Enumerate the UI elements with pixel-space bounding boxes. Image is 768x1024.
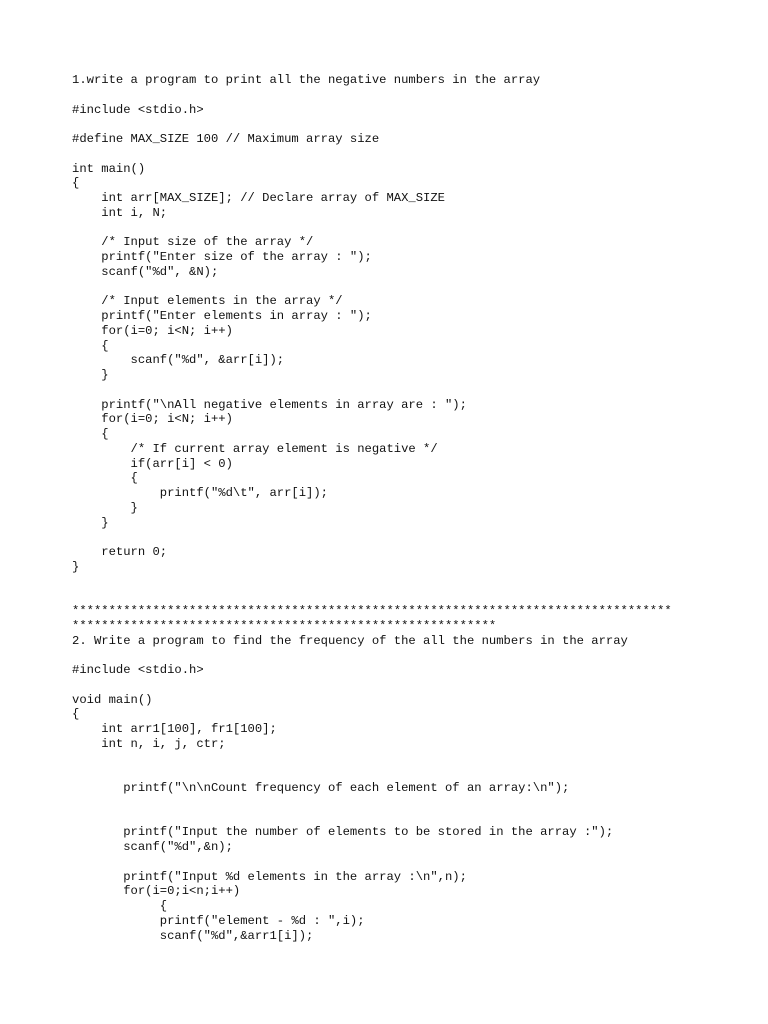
code-line: /* If current array element is negative */ <box>72 441 438 456</box>
code-line: int arr[MAX_SIZE]; // Declare array of MAX_SIZE <box>72 191 445 205</box>
code-line: scanf("%d",&arr1[i]); <box>72 928 314 943</box>
code-line: printf("Input the number of elements to be stored in the array :"); <box>72 825 614 840</box>
code-listing <box>72 73 672 943</box>
code-line: 2. Write a program to find the frequency of the all the numbers in the array <box>72 633 628 648</box>
code-line <box>72 530 672 545</box>
code-line: int arr1[100], fr1[100]; <box>72 722 277 736</box>
code-line: printf("Enter elements in array : "); <box>72 309 372 323</box>
code-line <box>72 855 672 870</box>
code-line <box>72 221 672 236</box>
code-line <box>72 88 672 103</box>
code-line: for(i=0;i<n;i++) <box>72 884 241 899</box>
code-line: for(i=0; i<N; i++) <box>72 412 233 427</box>
code-line: #include <stdio.h> <box>72 102 204 117</box>
code-line: scanf("%d", &N); <box>72 264 219 279</box>
code-line: } <box>72 500 138 515</box>
code-line: #define MAX_SIZE 100 // Maximum array size <box>72 132 380 146</box>
code-line <box>72 796 672 811</box>
code-line <box>72 766 672 781</box>
code-line <box>72 648 672 663</box>
code-line <box>72 678 672 693</box>
code-line: /* Input elements in the array */ <box>72 294 343 309</box>
code-line <box>72 811 672 826</box>
code-line: for(i=0; i<N; i++) <box>72 323 233 338</box>
code-line: printf("element - %d : ",i); <box>72 913 365 928</box>
code-line: printf("Enter size of the array : "); <box>72 250 372 264</box>
code-line: int i, N; <box>72 205 168 220</box>
code-line: { <box>72 899 168 913</box>
code-line: { <box>72 338 109 353</box>
code-line: 1.write a program to print all the negative numbers in the array <box>72 73 541 87</box>
code-line: { <box>72 176 80 191</box>
code-line: { <box>72 707 80 722</box>
code-line: } <box>72 368 109 382</box>
code-line <box>72 752 672 767</box>
code-line: return 0; <box>72 545 168 559</box>
code-line: scanf("%d", &arr[i]); <box>72 353 285 368</box>
code-line <box>72 383 672 398</box>
code-line: printf("\nAll negative elements in array are : "); <box>72 397 467 412</box>
code-line: printf("Input %d elements in the array :\n",n); <box>72 869 467 884</box>
code-line: } <box>72 559 80 574</box>
code-line: if(arr[i] < 0) <box>72 456 233 471</box>
code-line <box>72 117 672 132</box>
code-line: ********************************************************************************** <box>72 604 672 618</box>
code-line: { <box>72 427 109 441</box>
code-line: #include <stdio.h> <box>72 663 204 677</box>
code-line: } <box>72 515 109 530</box>
code-line: { <box>72 471 138 486</box>
code-line: /* Input size of the array */ <box>72 235 314 250</box>
code-line: printf("%d\t", arr[i]); <box>72 486 328 500</box>
code-line <box>72 147 672 162</box>
code-line <box>72 575 672 590</box>
code-line: int main() <box>72 161 146 176</box>
code-line: printf("\n\nCount frequency of each element of an array:\n"); <box>72 781 570 795</box>
code-line: int n, i, j, ctr; <box>72 736 226 751</box>
code-line: scanf("%d",&n); <box>72 840 233 854</box>
code-line: ********************************************************** <box>72 618 497 633</box>
code-line <box>72 589 672 604</box>
code-line: void main() <box>72 692 153 707</box>
code-line <box>72 280 672 295</box>
